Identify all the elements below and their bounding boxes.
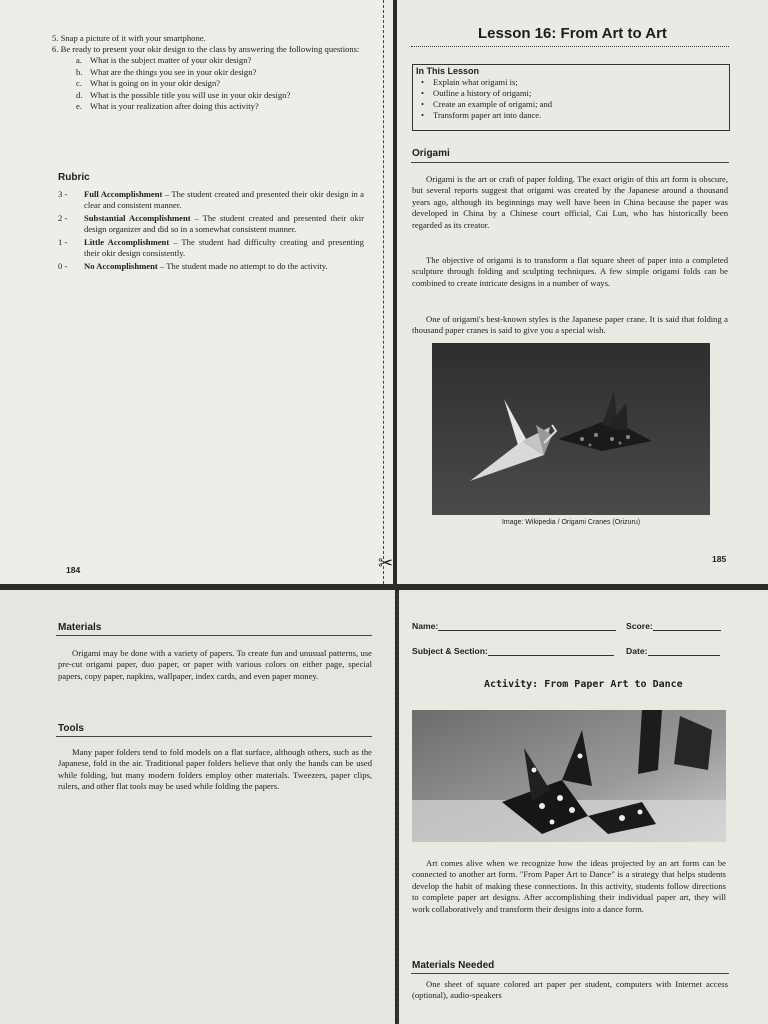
section-rule bbox=[411, 973, 729, 974]
question-a: a. What is the subject matter of your okir design? bbox=[76, 55, 252, 65]
page-number-184: 184 bbox=[66, 565, 81, 575]
rubric-title: Rubric bbox=[58, 172, 90, 183]
score-field: Score: bbox=[626, 621, 721, 631]
origami-cranes-photo bbox=[432, 343, 710, 515]
question-c: c. What is going on in your okir design? bbox=[76, 78, 221, 88]
section-rule bbox=[411, 162, 729, 163]
activity-paragraph: Art comes alive when we recognize how the ideas projected by an art form can be connected to another art form. "From Paper Art to Dance" is a strategy that helps students develop the habit of making these connections. In this activity, students follow directions to complete paper art designs. After accomplishing their individual paper art, they will work collaboratively and transform their designs into a dance form. bbox=[412, 858, 726, 914]
rubric bbox=[58, 172, 364, 274]
materials-paragraph: Origami may be done with a variety of papers. To create fun and unusual patterns, use pre-cut origami paper, duo paper, or paper with various colors on either page, special papers, copy paper, napkins, wallpaper, index cards, and even paper money. bbox=[58, 648, 372, 681]
in-this-lesson-head: In This Lesson bbox=[416, 66, 480, 76]
tools-paragraph: Many paper folders tend to fold models on a flat surface, although others, such as the Japanese, fold in the air. Traditional paper folders believe that only the hands can be used while folding, but many modern folders employ other materials. Tweezers, paper clips, rulers, and other flat tools may be used while folding the papers. bbox=[58, 747, 372, 792]
page-gutter-bottom bbox=[397, 594, 398, 1024]
title-dotted-rule bbox=[411, 46, 729, 47]
lesson-title: Lesson 16: From Art to Art bbox=[478, 25, 667, 42]
step-6: 6. Be ready to present your okir design to the class by answering the following questions: bbox=[52, 44, 360, 54]
crane-illustration bbox=[432, 343, 710, 515]
page-gutter-top bbox=[383, 0, 384, 584]
activity-steps bbox=[52, 33, 372, 113]
rubric-item-1: 1 - Little Accomplishment – The student had difficulty creating and presenting their okir design consistently. bbox=[58, 237, 364, 258]
materials-heading: Materials bbox=[58, 622, 102, 633]
name-field: Name: bbox=[412, 621, 616, 631]
objective-item: • Outline a history of origami; bbox=[421, 88, 729, 99]
tools-heading: Tools bbox=[58, 723, 84, 734]
question-d: d. What is the possible title you will use in your okir design? bbox=[76, 89, 291, 100]
materials-needed-heading: Materials Needed bbox=[412, 960, 495, 971]
rubric-item-3: 3 - Full Accomplishment – The student created and presented their okir design in a clear and consistent manner. bbox=[58, 189, 364, 210]
objectives-list bbox=[413, 77, 729, 121]
subject-section-field: Subject & Section: bbox=[412, 646, 614, 656]
question-b: b. What are the things you see in your okir design? bbox=[76, 66, 257, 77]
section-rule bbox=[56, 736, 372, 737]
photo-caption: Image: Wikipedia / Origami Cranes (Orizuru) bbox=[501, 519, 641, 526]
question-list bbox=[52, 55, 372, 113]
question-e: e. What is your realization after doing this activity? bbox=[76, 101, 259, 111]
scissors-icon: ✂ bbox=[378, 553, 394, 573]
section-rule bbox=[56, 635, 372, 636]
rubric-item-2: 2 - Substantial Accomplishment – The student created and presented their okir design organizer and did so in a somewhat consistent manner. bbox=[58, 213, 365, 234]
patterned-crane-illustration bbox=[412, 710, 726, 842]
origami-paragraph-1: Origami is the art or craft of paper folding. The exact origin of this art form is obscure, but several reports suggest that origami was created by the Japanese around a thousand years ago, although its beginnings may well have been in China because the paper was developed in China by a Chinese court official, Cai Lun, who has historically been regarded as its creator. bbox=[412, 174, 728, 230]
activity-title: Activity: From Paper Art to Dance bbox=[484, 679, 683, 690]
origami-heading: Origami bbox=[412, 148, 450, 159]
objective-item: • Create an example of origami; and bbox=[421, 99, 729, 110]
step-5: 5. Snap a picture of it with your smartphone. bbox=[52, 33, 206, 43]
crane-photo bbox=[412, 710, 726, 842]
in-this-lesson-box bbox=[412, 64, 730, 131]
origami-paragraph-2: The objective of origami is to transform a flat square sheet of paper into a completed sculpture through folding and sculpting techniques. A few simple origami folds can be combined to create intricate designs in a number of ways. bbox=[412, 255, 728, 288]
objective-item: • Explain what origami is; bbox=[421, 77, 729, 88]
date-field: Date: bbox=[626, 646, 720, 656]
rubric-item-0: 0 - No Accomplishment – The student made no attempt to do the activity. bbox=[58, 261, 328, 271]
objective-item: • Transform paper art into dance. bbox=[421, 110, 729, 121]
page-number-185: 185 bbox=[712, 554, 727, 564]
origami-paragraph-3: One of origami's best-known styles is the Japanese paper crane. It is said that folding a thousand paper cranes is said to give you a special wish. bbox=[412, 314, 728, 336]
materials-needed-paragraph: One sheet of square colored art paper per student, computers with Internet access (optional), audio-speakers bbox=[412, 979, 728, 1001]
